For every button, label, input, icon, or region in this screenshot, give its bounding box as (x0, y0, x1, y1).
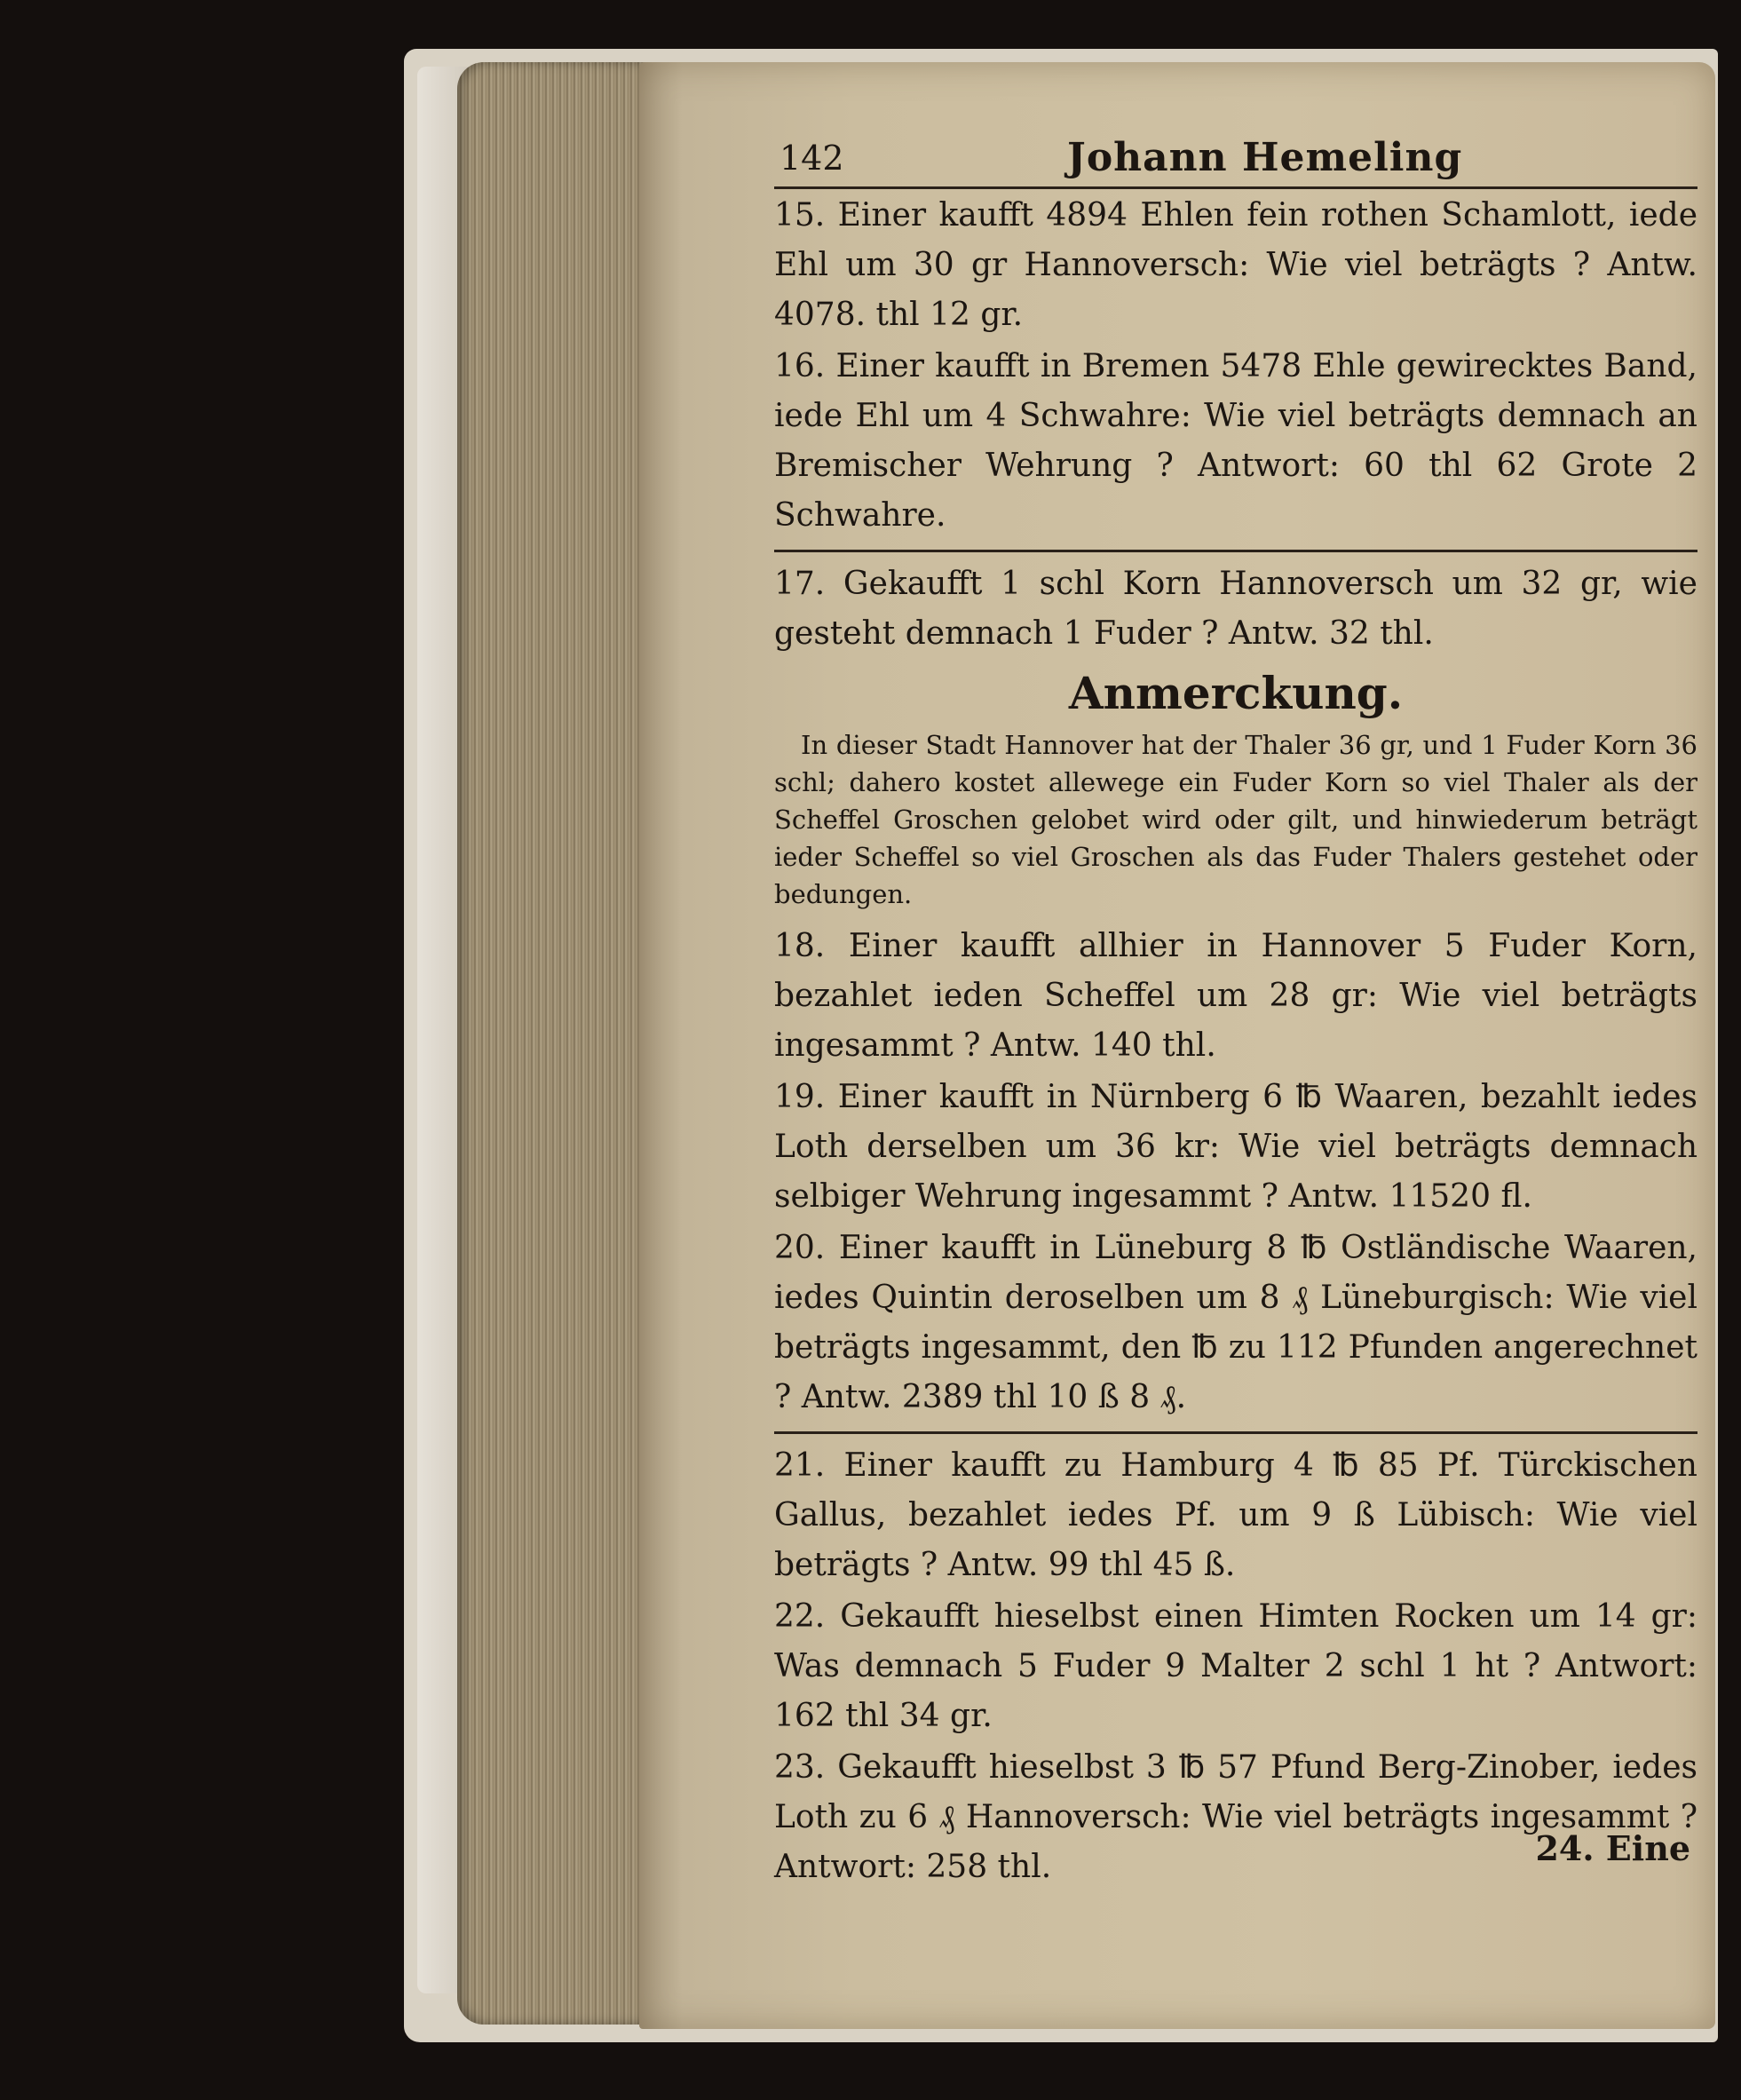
page-edges (457, 62, 657, 2025)
divider-rule (774, 1431, 1697, 1434)
problem-17: 17. Gekaufft 1 schl Korn Hannoversch um 32 gr, wie gesteht demnach 1 Fuder ? Antw. 32 thl. (774, 566, 1697, 652)
page-number: 142 (779, 139, 844, 178)
problem-21: 21. Einer kaufft zu Hamburg 4 ℔ 85 Pf. Türckischen Gallus, bezahlet iedes Pf. um 9 ß Lübisch: Wie viel beträgts ? Antw. 99 thl 45 ß. (774, 1447, 1697, 1583)
section-title: Anmerckung. (1068, 667, 1404, 719)
problem-19: 19. Einer kaufft in Nürnberg 6 ℔ Waaren, bezahlt iedes Loth derselben um 36 kr: Wie viel beträgts demnach selbiger Wehrung ingesammt ? Antw. 11520 fl. (774, 1079, 1697, 1215)
page-header (774, 131, 1697, 189)
page-text (774, 131, 1697, 1885)
note-paragraph: In dieser Stadt Hannover hat der Thaler 36 gr, und 1 Fuder Korn 36 schl; dahero kostet allewege ein Fuder Korn so viel Thaler als der Scheffel Groschen gelobet wird oder gilt, und hinwiederum beträgt ieder Scheffel so viel Groschen als das Fuder Thalers gestehet oder bedungen. (774, 730, 1697, 909)
problem-20: 20. Einer kaufft in Lüneburg 8 ℔ Ostländische Waaren, iedes Quintin deroselben um 8 ₰ Lüneburgisch: Wie viel beträgts ingesammt, den ℔ zu 112 Pfunden angerechnet ? Antw. 2389 thl 10 ß 8 ₰. (774, 1230, 1697, 1415)
problem-16: 16. Einer kaufft in Bremen 5478 Ehle gewirecktes Band, iede Ehl um 4 Schwahre: Wie viel beträgts demnach an Bremischer Wehrung ? Antwort: 60 thl 62 Grote 2 Schwahre. (774, 348, 1697, 534)
problem-22: 22. Gekaufft hieselbst einen Himten Rocken um 14 gr: Was demnach 5 Fuder 9 Malter 2 schl 1 ht ? Antwort: 162 thl 34 gr. (774, 1598, 1697, 1734)
running-head: Johann Hemeling (1067, 135, 1463, 180)
problem-18: 18. Einer kaufft allhier in Hannover 5 Fuder Korn, bezahlet ieden Scheffel um 28 gr: Wie viel beträgts ingesammt ? Antw. 140 thl. (774, 928, 1697, 1064)
problem-23: 23. Gekaufft hieselbst 3 ℔ 57 Pfund Berg-Zinober, iedes Loth zu 6 ₰ Hannoversch: Wie viel beträgts ingesammt ? Antwort: 258 thl. (774, 1749, 1697, 1885)
divider-rule (774, 550, 1697, 552)
problem-15: 15. Einer kaufft 4894 Ehlen fein rothen Schamlott, iede Ehl um 30 gr Hannoversch: Wie viel beträgts ? Antw. 4078. thl 12 gr. (774, 197, 1697, 333)
catchword: 24. Eine (1535, 1828, 1690, 1868)
